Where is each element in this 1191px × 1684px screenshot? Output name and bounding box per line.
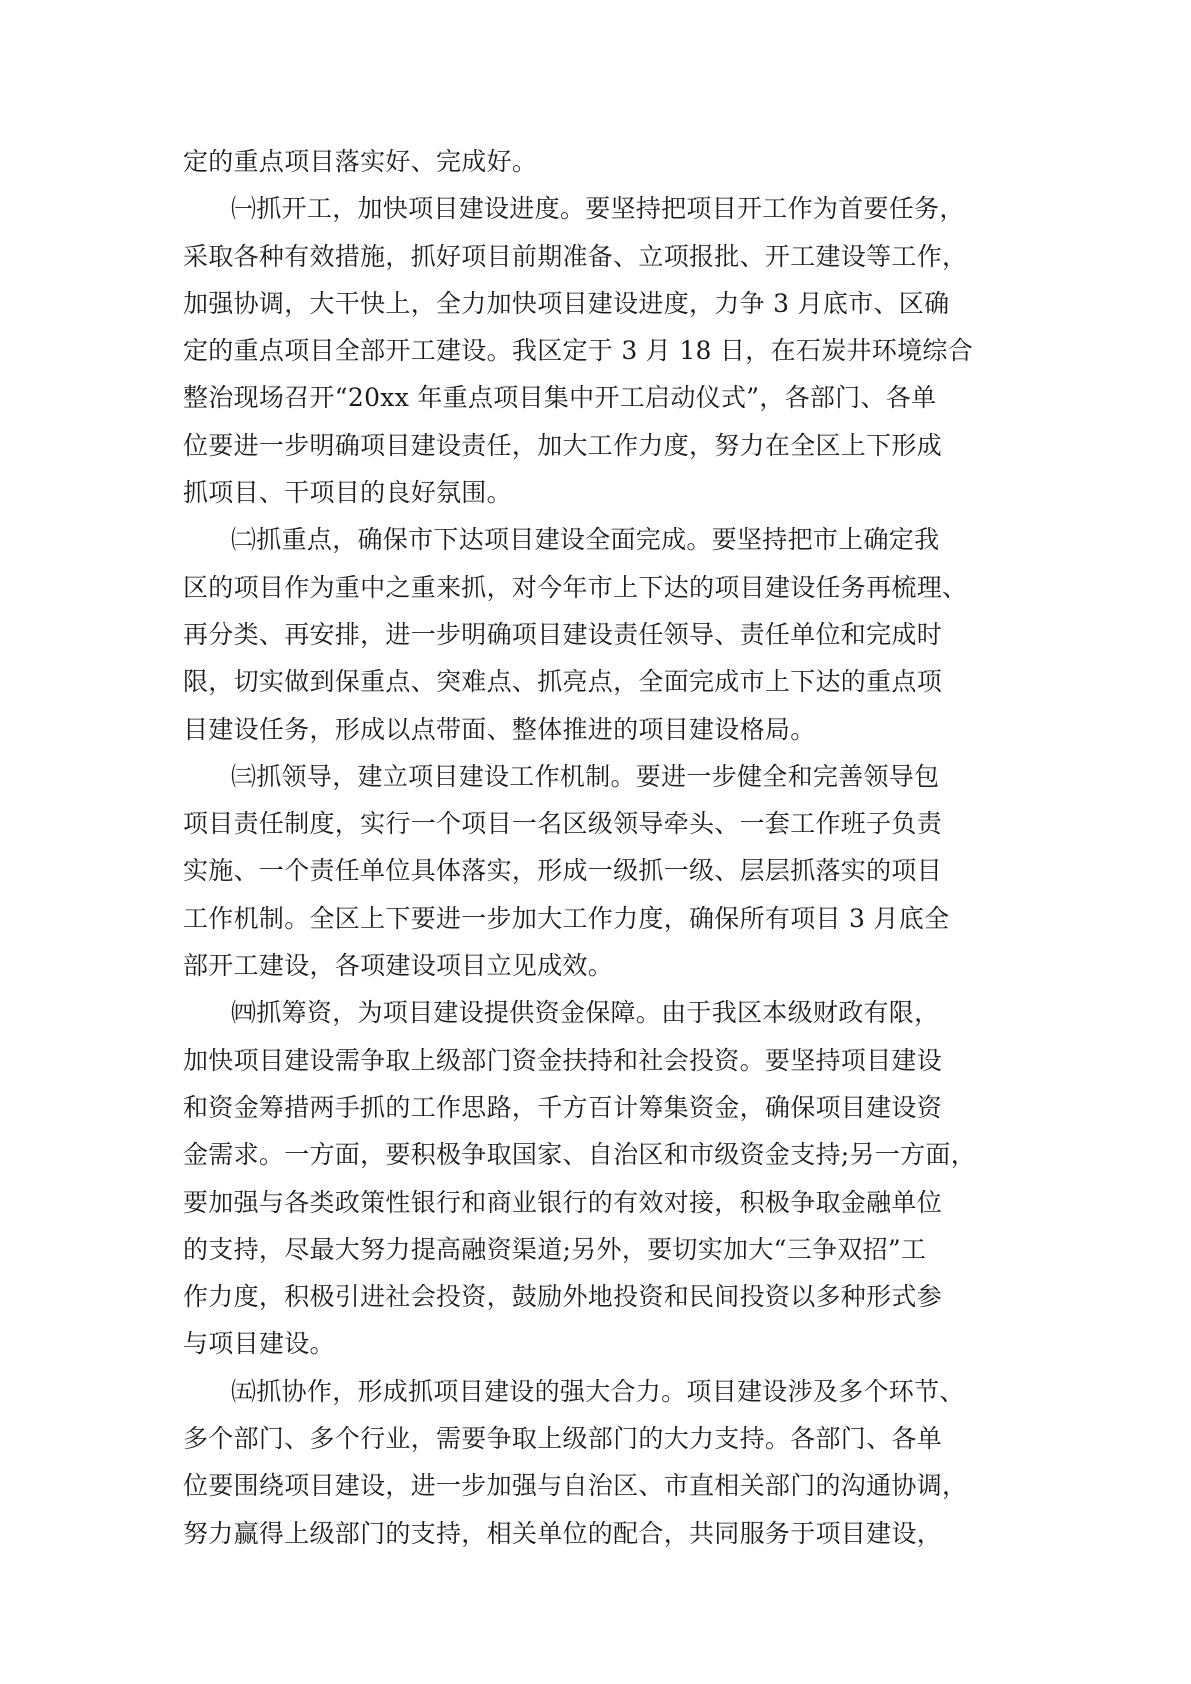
text-line: 加强协调，大干快上，全力加快项目建设进度，力争 3 月底市、区确 <box>183 288 950 318</box>
text-line: 要加强与各类政策性银行和商业银行的有效对接，积极争取金融单位 <box>183 1187 943 1217</box>
text-line: 和资金筹措两手抓的工作思路，千方百计筹集资金，确保项目建设资 <box>183 1092 943 1122</box>
text-line: 再分类、再安排，进一步明确项目建设责任领导、责任单位和完成时 <box>183 619 943 649</box>
text-line: 工作机制。全区上下要进一步加大工作力度，确保所有项目 3 月底全 <box>183 903 950 933</box>
paragraph-heading-4: ㈣抓筹资，为项目建设提供资金保障。由于我区本级财政有限， <box>231 998 940 1028</box>
paragraph-heading-2: ㈡抓重点，确保市下达项目建设全面完成。要坚持把市上确定我 <box>231 525 940 555</box>
text-line: 加快项目建设需争取上级部门资金扶持和社会投资。要坚持项目建设 <box>183 1045 943 1075</box>
text-line: 定的重点项目落实好、完成好。 <box>183 147 538 176</box>
text-line: 位要围绕项目建设，进一步加强与自治区、市直相关部门的沟通协调， <box>183 1471 968 1501</box>
text-line: 金需求。一方面，要积极争取国家、自治区和市级资金支持;另一方面， <box>183 1140 977 1170</box>
text-line: 多个部门、多个行业，需要争取上级部门的大力支持。各部门、各单 <box>183 1424 943 1454</box>
text-line: 定的重点项目全部开工建设。我区定于 3 月 18 日，在石炭井环境综合 <box>183 336 974 366</box>
paragraph-heading-5: ㈤抓协作，形成抓项目建设的强大合力。项目建设涉及多个环节、 <box>231 1376 965 1406</box>
text-line: 努力赢得上级部门的支持，相关单位的配合，共同服务于项目建设， <box>183 1518 943 1548</box>
text-line: 目建设任务，形成以点带面、整体推进的项目建设格局。 <box>183 714 816 744</box>
body-text <box>183 138 1013 1557</box>
text-line: 的支持，尽最大努力提高融资渠道;另外，要切实加大“三争双招”工 <box>183 1234 927 1264</box>
text-line: 抓项目、干项目的良好氛围。 <box>183 478 512 508</box>
text-line: 采取各种有效措施，抓好项目前期准备、立项报批、开工建设等工作， <box>183 241 968 271</box>
text-line: 作力度，积极引进社会投资，鼓励外地投资和民间投资以多种形式参 <box>183 1282 943 1312</box>
text-line: 与项目建设。 <box>183 1329 335 1359</box>
text-line: 区的项目作为重中之重来抓，对今年市上下达的项目建设任务再梳理、 <box>183 572 968 602</box>
text-line: 项目责任制度，实行一个项目一名区级领导牵头、一套工作班子负责 <box>183 809 943 839</box>
text-line: 限，切实做到保重点、突难点、抓亮点，全面完成市上下达的重点项 <box>183 667 943 697</box>
text-line: 部开工建设，各项建设项目立见成效。 <box>183 951 614 981</box>
text-line: 位要进一步明确项目建设责任，加大工作力度，努力在全区上下形成 <box>183 430 943 460</box>
text-line: 整治现场召开“20xx 年重点项目集中开工启动仪式”，各部门、各单 <box>183 383 937 413</box>
paragraph-heading-3: ㈢抓领导，建立项目建设工作机制。要进一步健全和完善领导包 <box>231 761 940 791</box>
paragraph-heading-1: ㈠抓开工，加快项目建设进度。要坚持把项目开工作为首要任务， <box>231 194 965 224</box>
text-line: 实施、一个责任单位具体落实，形成一级抓一级、层层抓落实的项目 <box>183 856 943 886</box>
